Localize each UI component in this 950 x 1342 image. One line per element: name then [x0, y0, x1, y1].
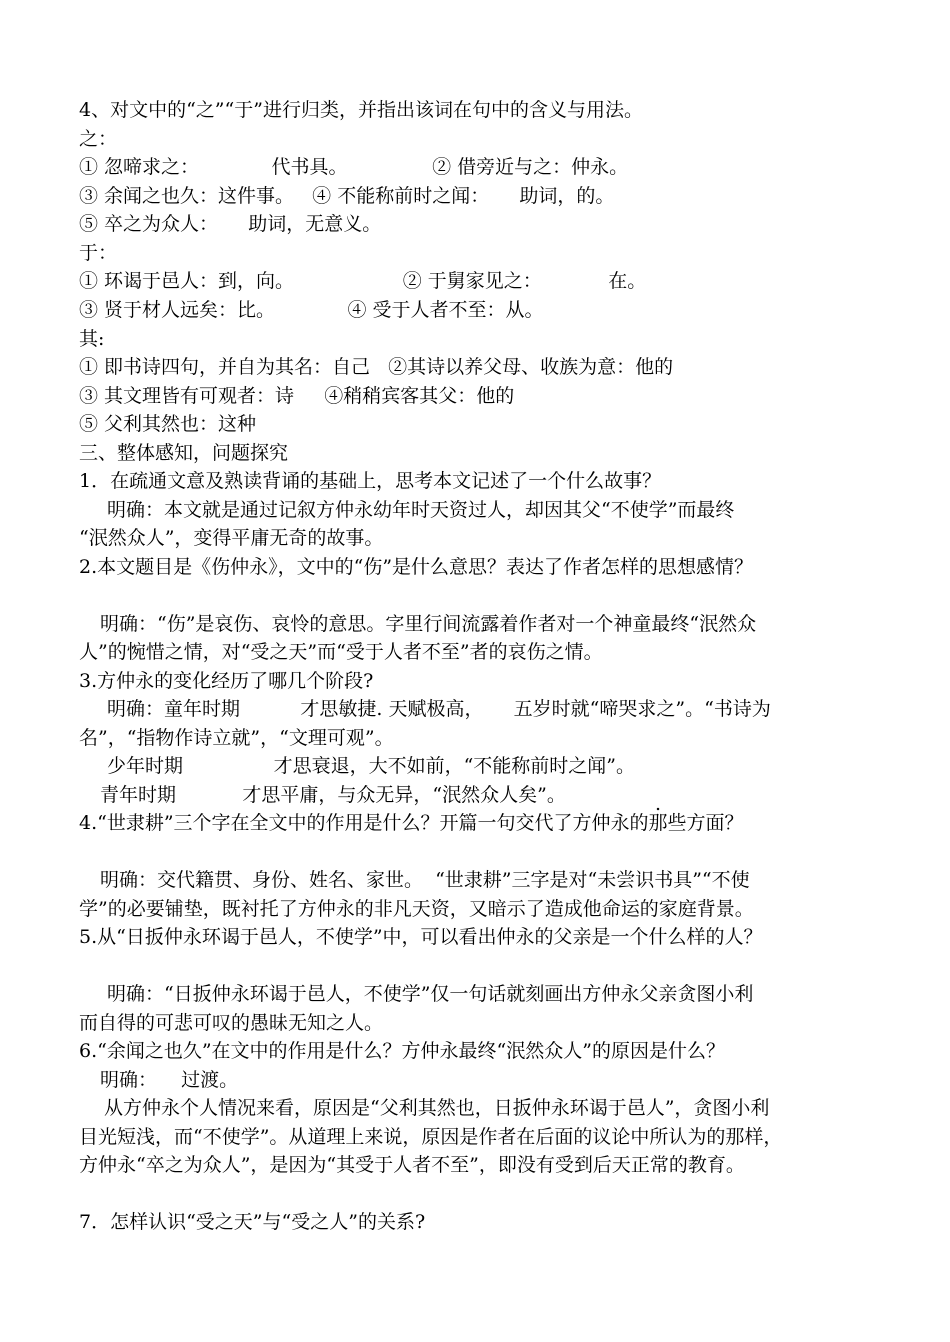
qi-label: 其:	[79, 328, 105, 350]
yu-label: 于：	[79, 242, 118, 264]
zhi-item-3-4: ③ 余闻之也久：这件事。 ④ 不能称前时之闻： 助词，的。	[79, 185, 615, 207]
answer-1-line-2: “泯然众人”，变得平庸无奇的故事。	[79, 527, 384, 549]
answer-4-line-2: 学”的必要铺垫，既衬托了方仲永的非凡天资，又暗示了造成他命运的家庭背景。	[79, 898, 754, 920]
answer-1-line-1: 明确：本文就是通过记叙方仲永幼年时天资过人，却因其父“不使学”而最终	[107, 499, 735, 521]
question-4: 4.“世隶耕”三个字在全文中的作用是什么？开篇一句交代了方仲永的那些方面？	[79, 812, 744, 834]
qi-item-3-4: ③ 其文理皆有可观者：诗 ④稍稍宾客其父：他的	[79, 385, 515, 407]
answer-6-transition: 明确： 过渡。	[100, 1069, 239, 1091]
answer-3-childhood-cont: 名”，“指物作诗立就”，“文理可观”。	[79, 727, 394, 749]
question-3: 3.方仲永的变化经历了哪几个阶段?	[79, 670, 374, 692]
zhi-label: 之：	[79, 128, 118, 150]
question-4-heading: 4、对文中的“之”“于”进行归类，并指出该词在句中的含义与用法。	[79, 99, 643, 121]
yu-item-3-4: ③ 贤于材人远矣：比。 ④ 受于人者不至：从。	[79, 299, 544, 321]
question-6: 6.“余闻之也久”在文中的作用是什么？方仲永最终“泯然众人”的原因是什么？	[79, 1040, 725, 1062]
question-2: 2.本文题目是《伤仲永》，文中的“伤”是什么意思？表达了作者怎样的思想感情？	[79, 556, 754, 578]
answer-3-childhood: 明确：童年时期 才思敏捷. 天赋极高， 五岁时就“啼哭求之”。“书诗为	[107, 698, 771, 720]
answer-3-adulthood: 青年时期 才思平庸，与众无异，“泯然众人矣”。	[100, 784, 566, 806]
question-5: 5.从“日扳仲永环谒于邑人，不使学”中，可以看出仲永的父亲是一个什么样的人？	[79, 926, 763, 948]
answer-4-line-1: 明确：交代籍贯、身份、姓名、家世。 “世隶耕”三字是对“未尝识书具”“不使	[100, 869, 750, 891]
yu-item-1-2: ① 环谒于邑人：到，向。 ② 于舅家见之： 在。	[79, 270, 647, 292]
qi-item-5: ⑤ 父利其然也：这种	[79, 413, 257, 435]
question-7: 7．怎样认识“受之天”与“受之人”的关系?	[79, 1211, 426, 1233]
answer-2-line-1: 明确：“伤”是哀伤、哀怜的意思。字里行间流露着作者对一个神童最终“泯然众	[100, 613, 757, 635]
qi-item-1-2: ① 即书诗四句，并自为其名：自己 ②其诗以养父母、收族为意：他的	[79, 356, 674, 378]
zhi-item-1-2: ① 忽啼求之： 代书具。 ② 借旁近与之：仲永。	[79, 156, 629, 178]
question-1: 1．在疏通文意及熟读背诵的基础上，思考本文记述了一个什么故事？	[79, 470, 662, 492]
answer-5-line-2: 而自得的可悲可叹的愚昧无知之人。	[79, 1012, 384, 1034]
answer-6-line-3: 方仲永“卒之为众人”，是因为“其受于人者不至”，即没有受到后天正常的教育。	[79, 1154, 745, 1176]
stray-dot: .	[655, 793, 662, 815]
zhi-item-5: ⑤ 卒之为众人： 助词，无意义。	[79, 213, 382, 235]
answer-6-line-2: 目光短浅，而“不使学”。从道理上来说，原因是作者在后面的议论中所认为的那样，	[79, 1126, 783, 1148]
section-3-heading: 三、整体感知，问题探究	[79, 442, 289, 464]
answer-5-line-1: 明确：“日扳仲永环谒于邑人，不使学”仅一句话就刻画出方仲永父亲贪图小利	[107, 983, 754, 1005]
answer-3-youth: 少年时期 才思衰退，大不如前，“不能称前时之闻”。	[107, 755, 636, 777]
answer-6-line-1: 从方仲永个人情况来看，原因是“父利其然也，日扳仲永环谒于邑人”，贪图小利	[104, 1097, 770, 1119]
answer-2-line-2: 人”的惋惜之情，对“受之天”而“受于人者不至”者的哀伤之情。	[79, 641, 603, 663]
